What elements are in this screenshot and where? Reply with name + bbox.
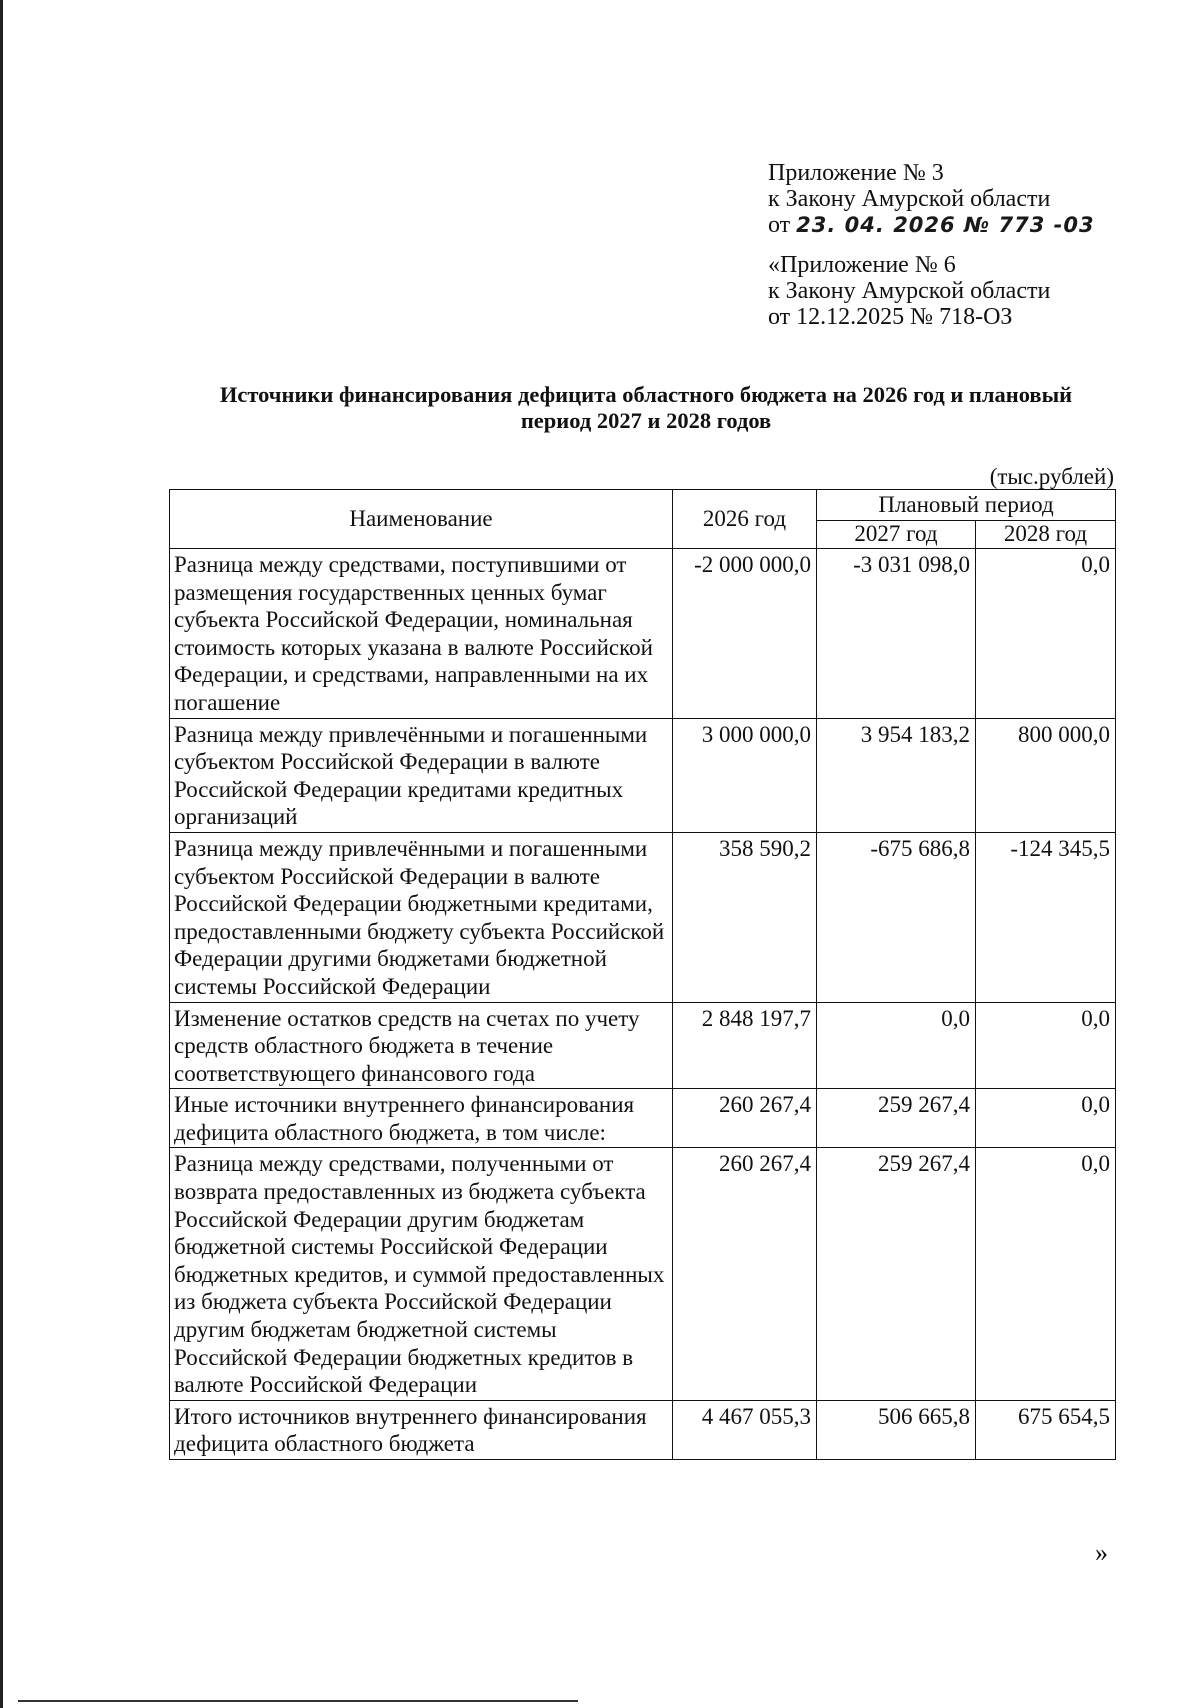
- header-2028: 2028 год: [976, 520, 1116, 548]
- attachment-header-original: [768, 252, 1050, 330]
- financing-sources-table: [169, 489, 1116, 1460]
- table-row: [170, 1002, 1116, 1089]
- scan-left-edge: [0, 0, 3, 1708]
- attachment-law: к Закону Амурской области: [768, 186, 1051, 212]
- row-name: Разница между средствами, поступившими от размещения государственных ценных бумаг субъекта Российской Федерации, номинальная стоимость которых указана в валюте Российской Федерации, и средствами, направленными на их погашение: [170, 549, 673, 719]
- row-name: Итого источников внутреннего финансирования дефицита областного бюджета: [170, 1400, 673, 1459]
- value-2027: 259 267,4: [817, 1089, 976, 1148]
- closing-quote: »: [1095, 1538, 1108, 1567]
- value-2028: 0,0: [976, 1002, 1116, 1089]
- document-title-line-1: Источники финансирования дефицита областного бюджета на 2026 год и плановый: [219, 382, 1073, 407]
- table-row: [170, 718, 1116, 832]
- value-2028: 675 654,5: [976, 1400, 1116, 1459]
- value-2028: 0,0: [976, 549, 1116, 719]
- attachment-date-line: [768, 212, 1095, 238]
- row-name: Разница между средствами, полученными от возврата предоставленных из бюджета субъекта Российской Федерации другим бюджетам бюджетной системы Российской Федерации бюджетных кредитов, и суммой предоставленных из бюджета субъекта Российской Федерации другим бюджетам бюджетной системы Российской Федерации бюджетных кредитов в валюте Российской Федерации: [170, 1148, 673, 1400]
- value-2028: -124 345,5: [976, 832, 1116, 1002]
- value-2026: 358 590,2: [673, 832, 817, 1002]
- value-2026: -2 000 000,0: [673, 549, 817, 719]
- row-name: Изменение остатков средств на счетах по учету средств областного бюджета в течение соответствующего финансового года: [170, 1002, 673, 1089]
- table-row: [170, 1400, 1116, 1459]
- table-row: [170, 832, 1116, 1002]
- original-attachment-number: «Приложение № 6: [768, 252, 956, 278]
- value-2027: 0,0: [817, 1002, 976, 1089]
- value-2026: 260 267,4: [673, 1089, 817, 1148]
- table-row: [170, 1089, 1116, 1148]
- value-2028: 0,0: [976, 1089, 1116, 1148]
- header-planned-period: Плановый период: [817, 490, 1116, 521]
- value-2026: 2 848 197,7: [673, 1002, 817, 1089]
- value-2028: 800 000,0: [976, 718, 1116, 832]
- row-name: Разница между привлечёнными и погашенными субъектом Российской Федерации в валюте Российской Федерации кредитами кредитных организаций: [170, 718, 673, 832]
- value-2027: -675 686,8: [817, 832, 976, 1002]
- unit-label: (тыс.рублей): [989, 464, 1114, 489]
- row-name: Разница между привлечёнными и погашенными субъектом Российской Федерации в валюте Российской Федерации бюджетными кредитами, предоставленными бюджету субъекта Российской Федерации другими бюджетами бюджетной системы Российской Федерации: [170, 832, 673, 1002]
- value-2026: 260 267,4: [673, 1148, 817, 1400]
- attachment-date-prefix: от: [768, 212, 791, 238]
- value-2027: -3 031 098,0: [817, 549, 976, 719]
- table-row: [170, 549, 1116, 719]
- value-2026: 3 000 000,0: [673, 718, 817, 832]
- original-attachment-law: к Закону Амурской области: [768, 278, 1051, 304]
- value-2027: 259 267,4: [817, 1148, 976, 1400]
- attachment-header-new: [768, 160, 1095, 238]
- document-title-line-2: период 2027 и 2028 годов: [520, 408, 772, 433]
- document-title: [168, 382, 1124, 434]
- header-2026: 2026 год: [673, 490, 817, 549]
- value-2028: 0,0: [976, 1148, 1116, 1400]
- value-2027: 506 665,8: [817, 1400, 976, 1459]
- header-2027: 2027 год: [817, 520, 976, 548]
- value-2026: 4 467 055,3: [673, 1400, 817, 1459]
- original-attachment-date: от 12.12.2025 № 718-ОЗ: [768, 304, 1013, 330]
- table-row: [170, 1148, 1116, 1400]
- scan-bottom-line: [18, 1700, 578, 1702]
- handwritten-date-number: 23. 04. 2026 № 773 -03: [796, 213, 1095, 237]
- value-2027: 3 954 183,2: [817, 718, 976, 832]
- attachment-number: Приложение № 3: [768, 160, 944, 186]
- row-name: Иные источники внутреннего финансирования дефицита областного бюджета, в том числе:: [170, 1089, 673, 1148]
- header-name: Наименование: [170, 490, 673, 549]
